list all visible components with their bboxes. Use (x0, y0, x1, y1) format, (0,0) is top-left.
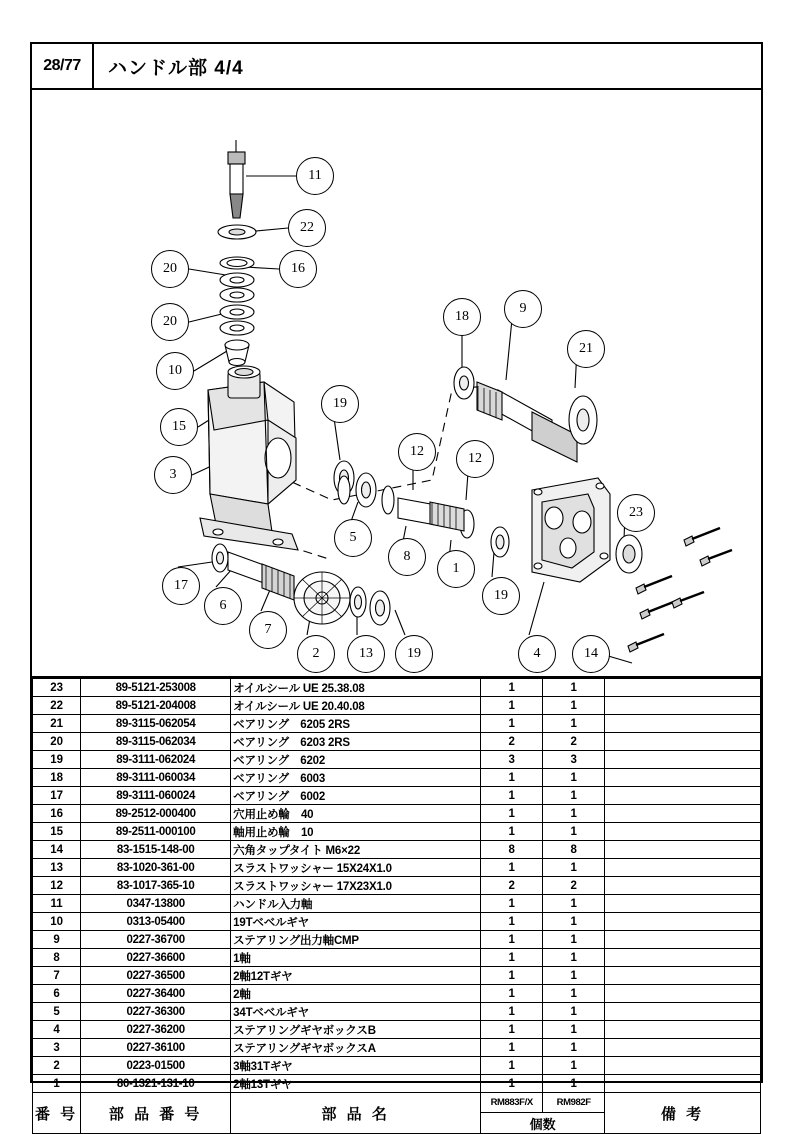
balloon-label: 11 (308, 168, 322, 183)
cell-remarks (605, 1003, 761, 1021)
table-row (33, 1057, 761, 1075)
cell-no: 16 (33, 805, 81, 823)
cell-part-number: 89-2512-000400 (81, 805, 231, 823)
cell-qty-2: 1 (543, 1021, 605, 1039)
balloon-label: 9 (519, 301, 527, 316)
cell-qty-2: 1 (543, 787, 605, 805)
cell-remarks (605, 679, 761, 697)
cell-qty-1: 2 (481, 733, 543, 751)
cell-part-number: 89-5121-204008 (81, 697, 231, 715)
cell-no: 12 (33, 877, 81, 895)
cell-remarks (605, 751, 761, 769)
callout-balloon (279, 250, 317, 288)
callout-balloon (398, 433, 436, 471)
table-row (33, 949, 761, 967)
cell-qty-1: 1 (481, 805, 543, 823)
cell-part-name: 3軸31Tギヤ (231, 1057, 481, 1075)
callout-balloon (151, 303, 189, 341)
cell-qty-2: 1 (543, 1075, 605, 1093)
cell-qty-1: 1 (481, 985, 543, 1003)
cell-remarks (605, 1057, 761, 1075)
cell-qty-2: 1 (543, 769, 605, 787)
cell-qty-1: 1 (481, 913, 543, 931)
page-header (32, 44, 761, 90)
cell-qty-1: 1 (481, 823, 543, 841)
cell-part-number: 0347-13800 (81, 895, 231, 913)
cell-qty-1: 2 (481, 877, 543, 895)
cell-remarks (605, 733, 761, 751)
cell-qty-1: 1 (481, 1039, 543, 1057)
callout-balloon (156, 352, 194, 390)
cell-qty-2: 1 (543, 1057, 605, 1075)
callout-balloon (443, 298, 481, 336)
cell-part-name: 2軸13Tギヤ (231, 1075, 481, 1093)
cell-part-name: ベアリング 6002 (231, 787, 481, 805)
cell-part-name: ステアリング出力軸CMP (231, 931, 481, 949)
table-row (33, 985, 761, 1003)
column-header-part-name: 部 品 名 (231, 1093, 481, 1134)
cell-remarks (605, 949, 761, 967)
cell-no: 2 (33, 1057, 81, 1075)
cell-part-name: ベアリング 6202 (231, 751, 481, 769)
callout-balloon (204, 587, 242, 625)
cell-qty-1: 1 (481, 787, 543, 805)
cell-part-number: 0227-36400 (81, 985, 231, 1003)
table-row (33, 895, 761, 913)
parts-list-body (33, 679, 761, 1134)
cell-part-number: 0227-36100 (81, 1039, 231, 1057)
cell-qty-2: 1 (543, 679, 605, 697)
table-row (33, 715, 761, 733)
cell-qty-1: 1 (481, 859, 543, 877)
cell-remarks (605, 877, 761, 895)
cell-qty-2: 1 (543, 859, 605, 877)
cell-remarks (605, 769, 761, 787)
parts-catalog-page (30, 42, 763, 1132)
cell-qty-1: 1 (481, 1021, 543, 1039)
qty-model-2: RM982F (543, 1093, 604, 1113)
column-header-no: 番 号 (33, 1093, 81, 1134)
cell-qty-1: 1 (481, 769, 543, 787)
cell-part-number: 83-1515-148-00 (81, 841, 231, 859)
callout-balloon (388, 538, 426, 576)
cell-part-number: 0227-36600 (81, 949, 231, 967)
cell-part-name: 軸用止め輪 10 (231, 823, 481, 841)
cell-remarks (605, 1021, 761, 1039)
cell-qty-2: 8 (543, 841, 605, 859)
cell-no: 21 (33, 715, 81, 733)
callout-balloon (347, 635, 385, 673)
exploded-diagram (32, 90, 761, 678)
callout-balloon (395, 635, 433, 673)
callout-balloon (437, 550, 475, 588)
cell-qty-2: 1 (543, 805, 605, 823)
cell-remarks (605, 823, 761, 841)
callout-balloon (456, 440, 494, 478)
cell-qty-2: 1 (543, 715, 605, 733)
table-row (33, 697, 761, 715)
cell-part-number: 89-3111-060024 (81, 787, 231, 805)
cell-qty-1: 1 (481, 949, 543, 967)
cell-qty-1: 1 (481, 697, 543, 715)
cell-part-name: 1軸 (231, 949, 481, 967)
cell-part-name: ベアリング 6205 2RS (231, 715, 481, 733)
cell-no: 13 (33, 859, 81, 877)
cell-qty-2: 1 (543, 949, 605, 967)
cell-no: 9 (33, 931, 81, 949)
balloon-label: 8 (403, 549, 411, 564)
cell-part-number: 0227-36700 (81, 931, 231, 949)
cell-no: 4 (33, 1021, 81, 1039)
cell-no: 6 (33, 985, 81, 1003)
cell-part-number: 89-3115-062054 (81, 715, 231, 733)
cell-part-name: スラストワッシャー 15X24X1.0 (231, 859, 481, 877)
table-row (33, 769, 761, 787)
cell-qty-1: 1 (481, 931, 543, 949)
cell-no: 18 (33, 769, 81, 787)
cell-no: 5 (33, 1003, 81, 1021)
cell-no: 20 (33, 733, 81, 751)
cell-qty-2: 1 (543, 823, 605, 841)
column-header-quantity (481, 1093, 605, 1134)
callout-balloon (572, 635, 610, 673)
cell-remarks (605, 787, 761, 805)
balloon-label: 1 (452, 561, 460, 576)
cell-qty-2: 1 (543, 697, 605, 715)
cell-no: 7 (33, 967, 81, 985)
cell-remarks (605, 1075, 761, 1093)
callout-balloon (249, 611, 287, 649)
cell-qty-2: 1 (543, 967, 605, 985)
cell-part-name: 六角タップタイト M6×22 (231, 841, 481, 859)
cell-part-number: 83-1020-361-00 (81, 859, 231, 877)
cell-part-number: 83-1017-365-10 (81, 877, 231, 895)
callout-balloon (567, 330, 605, 368)
table-row (33, 1039, 761, 1057)
cell-remarks (605, 931, 761, 949)
cell-remarks (605, 985, 761, 1003)
cell-part-number: 0223-01500 (81, 1057, 231, 1075)
table-row (33, 787, 761, 805)
cell-part-number: 0227-36300 (81, 1003, 231, 1021)
cell-no: 3 (33, 1039, 81, 1057)
callout-balloon (296, 157, 334, 195)
balloon-label: 5 (349, 530, 357, 545)
table-header-row (33, 1093, 761, 1134)
balloon-label: 19 (494, 588, 508, 603)
table-row (33, 967, 761, 985)
column-header-remarks: 備 考 (605, 1093, 761, 1134)
balloon-label: 19 (407, 646, 421, 661)
table-row (33, 733, 761, 751)
cell-qty-2: 2 (543, 733, 605, 751)
balloon-label: 20 (163, 314, 177, 329)
cell-part-name: 2軸 (231, 985, 481, 1003)
cell-qty-2: 2 (543, 877, 605, 895)
balloon-label: 12 (468, 451, 482, 466)
table-row (33, 1075, 761, 1093)
cell-qty-2: 3 (543, 751, 605, 769)
callout-balloon (160, 408, 198, 446)
cell-qty-1: 1 (481, 1075, 543, 1093)
cell-no: 19 (33, 751, 81, 769)
balloon-label: 18 (455, 309, 469, 324)
cell-part-number: 89-5121-253008 (81, 679, 231, 697)
cell-remarks (605, 805, 761, 823)
cell-part-number: 89-2511-000100 (81, 823, 231, 841)
table-row (33, 913, 761, 931)
table-row (33, 1003, 761, 1021)
balloon-label: 15 (172, 419, 186, 434)
callout-balloon (617, 494, 655, 532)
cell-remarks (605, 715, 761, 733)
cell-qty-1: 1 (481, 715, 543, 733)
cell-part-number: 0227-36500 (81, 967, 231, 985)
cell-part-name: 34Tベベルギヤ (231, 1003, 481, 1021)
cell-part-number: 0227-36200 (81, 1021, 231, 1039)
cell-qty-1: 1 (481, 895, 543, 913)
cell-remarks (605, 1039, 761, 1057)
cell-no: 23 (33, 679, 81, 697)
column-header-part-number: 部 品 番 号 (81, 1093, 231, 1134)
cell-part-name: スラストワッシャー 17X23X1.0 (231, 877, 481, 895)
cell-remarks (605, 913, 761, 931)
cell-part-number: 89-3111-062024 (81, 751, 231, 769)
balloon-label: 7 (264, 622, 272, 637)
table-row (33, 931, 761, 949)
cell-part-name: ハンドル入力軸 (231, 895, 481, 913)
balloon-label: 19 (333, 396, 347, 411)
balloon-label: 4 (533, 646, 541, 661)
cell-part-number: 89-3115-062034 (81, 733, 231, 751)
callout-balloon (482, 577, 520, 615)
cell-no: 1 (33, 1075, 81, 1093)
cell-remarks (605, 895, 761, 913)
callout-balloon (504, 290, 542, 328)
table-row (33, 805, 761, 823)
balloon-label: 13 (359, 646, 373, 661)
balloon-label: 22 (300, 220, 314, 235)
table-row (33, 877, 761, 895)
cell-remarks (605, 697, 761, 715)
cell-part-number: 80-1321-131-10 (81, 1075, 231, 1093)
table-row (33, 859, 761, 877)
callout-balloon (154, 456, 192, 494)
balloon-label: 20 (163, 261, 177, 276)
cell-qty-1: 1 (481, 967, 543, 985)
balloon-label: 16 (291, 261, 305, 276)
callout-balloon (297, 635, 335, 673)
cell-qty-1: 3 (481, 751, 543, 769)
cell-no: 11 (33, 895, 81, 913)
cell-qty-2: 1 (543, 1003, 605, 1021)
cell-no: 17 (33, 787, 81, 805)
cell-part-name: ステアリングギヤボックスB (231, 1021, 481, 1039)
cell-part-name: ベアリング 6203 2RS (231, 733, 481, 751)
balloon-label: 12 (410, 444, 424, 459)
cell-remarks (605, 859, 761, 877)
balloon-label: 2 (312, 646, 320, 661)
cell-part-number: 0313-05400 (81, 913, 231, 931)
table-row (33, 823, 761, 841)
cell-part-name: 穴用止め輪 40 (231, 805, 481, 823)
qty-label: 個数 (529, 1116, 556, 1132)
table-row (33, 841, 761, 859)
diagram-linework (32, 90, 761, 678)
cell-part-name: オイルシール UE 25.38.08 (231, 679, 481, 697)
cell-qty-2: 1 (543, 895, 605, 913)
cell-no: 15 (33, 823, 81, 841)
table-row (33, 1021, 761, 1039)
cell-qty-1: 8 (481, 841, 543, 859)
balloon-label: 14 (584, 646, 598, 661)
table-row (33, 751, 761, 769)
callout-balloon (288, 209, 326, 247)
balloon-label: 6 (219, 598, 227, 613)
page-number: 28/77 (32, 44, 94, 88)
cell-part-name: ベアリング 6003 (231, 769, 481, 787)
balloon-label: 3 (169, 467, 177, 482)
cell-no: 8 (33, 949, 81, 967)
callout-balloon (321, 385, 359, 423)
callout-balloon (151, 250, 189, 288)
cell-qty-1: 1 (481, 1003, 543, 1021)
callout-balloon (334, 519, 372, 557)
cell-part-number: 89-3111-060034 (81, 769, 231, 787)
cell-qty-2: 1 (543, 931, 605, 949)
balloon-label: 21 (579, 341, 593, 356)
cell-qty-2: 1 (543, 985, 605, 1003)
page-title: ハンドル部 4/4 (108, 57, 244, 79)
cell-qty-2: 1 (543, 1039, 605, 1057)
cell-part-name: 2軸12Tギヤ (231, 967, 481, 985)
cell-no: 10 (33, 913, 81, 931)
cell-remarks (605, 967, 761, 985)
cell-qty-2: 1 (543, 913, 605, 931)
cell-no: 22 (33, 697, 81, 715)
callout-balloon (162, 567, 200, 605)
callout-balloon (518, 635, 556, 673)
parts-list-table (32, 678, 761, 1134)
qty-model-1: RM883F/X (481, 1093, 543, 1113)
cell-remarks (605, 841, 761, 859)
cell-no: 14 (33, 841, 81, 859)
balloon-label: 23 (629, 505, 643, 520)
balloon-label: 10 (168, 363, 182, 378)
cell-part-name: 19Tベベルギヤ (231, 913, 481, 931)
cell-qty-1: 1 (481, 1057, 543, 1075)
cell-qty-1: 1 (481, 679, 543, 697)
cell-part-name: ステアリングギヤボックスA (231, 1039, 481, 1057)
table-row (33, 679, 761, 697)
balloon-label: 17 (174, 578, 188, 593)
cell-part-name: オイルシール UE 20.40.08 (231, 697, 481, 715)
